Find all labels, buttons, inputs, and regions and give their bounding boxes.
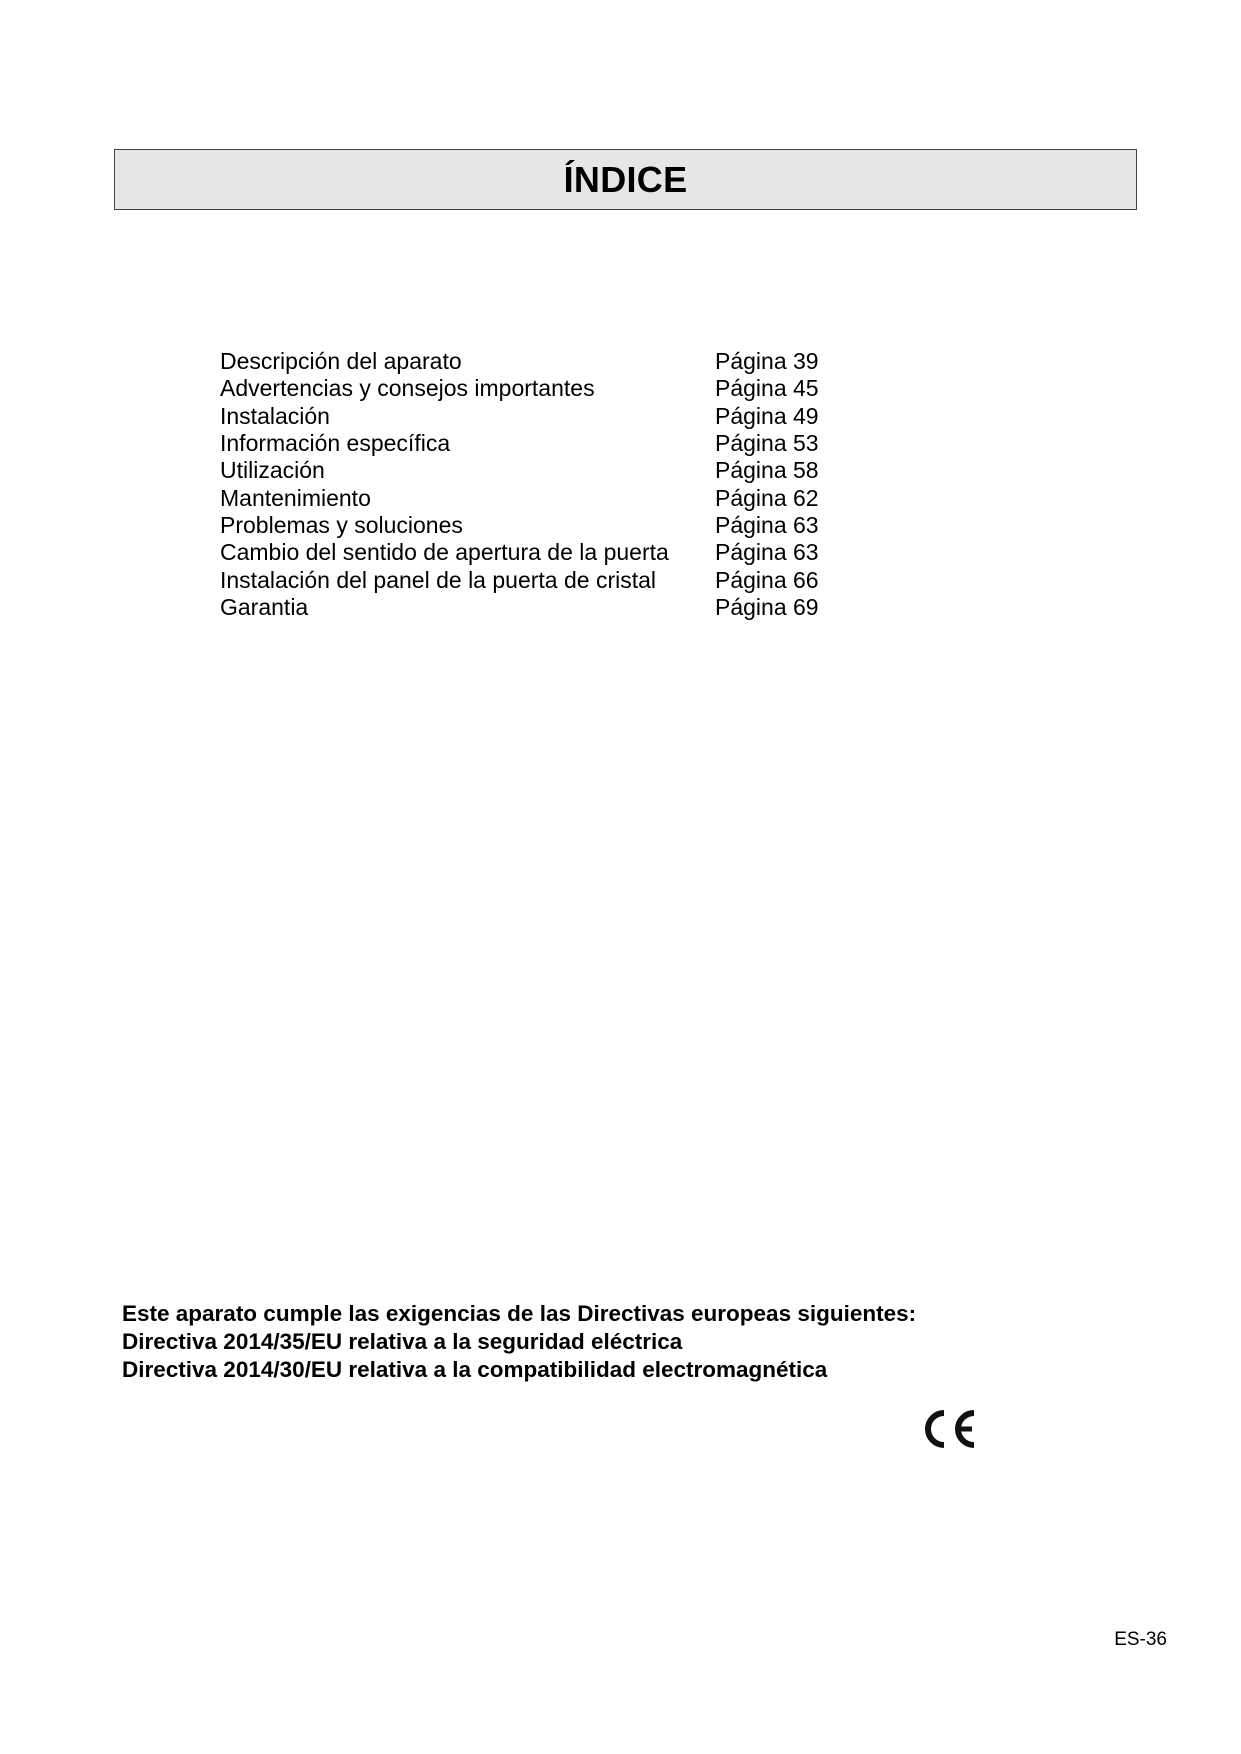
toc-label: Cambio del sentido de apertura de la puerta <box>220 539 669 566</box>
page-title: ÍNDICE <box>563 158 688 200</box>
toc-row[interactable] <box>220 594 860 621</box>
toc-label: Instalación del panel de la puerta de cristal <box>220 566 657 593</box>
page-number: ES-36 <box>1114 1629 1167 1650</box>
toc-row[interactable] <box>220 484 860 511</box>
toc-row[interactable] <box>220 430 860 457</box>
toc-label: Instalación <box>220 402 330 429</box>
directive-safety: Directiva 2014/35/EU relativa a la seguridad eléctrica <box>122 1329 683 1354</box>
toc-row[interactable] <box>220 348 860 375</box>
table-of-contents <box>220 348 860 621</box>
toc-row[interactable] <box>220 512 860 539</box>
toc-page: Página 39 <box>715 348 819 375</box>
toc-row[interactable] <box>220 566 860 593</box>
toc-label: Descripción del aparato <box>220 348 462 375</box>
toc-label: Información específica <box>220 430 451 457</box>
toc-label: Utilización <box>220 457 325 484</box>
toc-page: Página 49 <box>715 402 819 429</box>
toc-row[interactable] <box>220 375 860 402</box>
title-box <box>114 149 1137 210</box>
toc-page: Página 53 <box>715 430 819 457</box>
toc-label: Garantia <box>220 593 309 620</box>
toc-page: Página 66 <box>715 566 819 593</box>
toc-page: Página 63 <box>715 511 819 538</box>
directives-notice <box>122 1300 1022 1384</box>
toc-page: Página 45 <box>715 375 819 402</box>
toc-page: Página 62 <box>715 484 819 511</box>
toc-page: Página 69 <box>715 593 819 620</box>
toc-row[interactable] <box>220 539 860 566</box>
toc-page: Página 58 <box>715 457 819 484</box>
toc-row[interactable] <box>220 457 860 484</box>
toc-page: Página 63 <box>715 539 819 566</box>
directives-intro: Este aparato cumple las exigencias de las Directivas europeas siguientes: <box>122 1301 917 1326</box>
toc-row[interactable] <box>220 403 860 430</box>
toc-label: Advertencias y consejos importantes <box>220 375 595 402</box>
toc-label: Problemas y soluciones <box>220 511 463 538</box>
directive-emc: Directiva 2014/30/EU relativa a la compatibilidad electromagnética <box>122 1357 828 1382</box>
ce-mark-icon <box>920 1407 978 1451</box>
toc-label: Mantenimiento <box>220 484 371 511</box>
